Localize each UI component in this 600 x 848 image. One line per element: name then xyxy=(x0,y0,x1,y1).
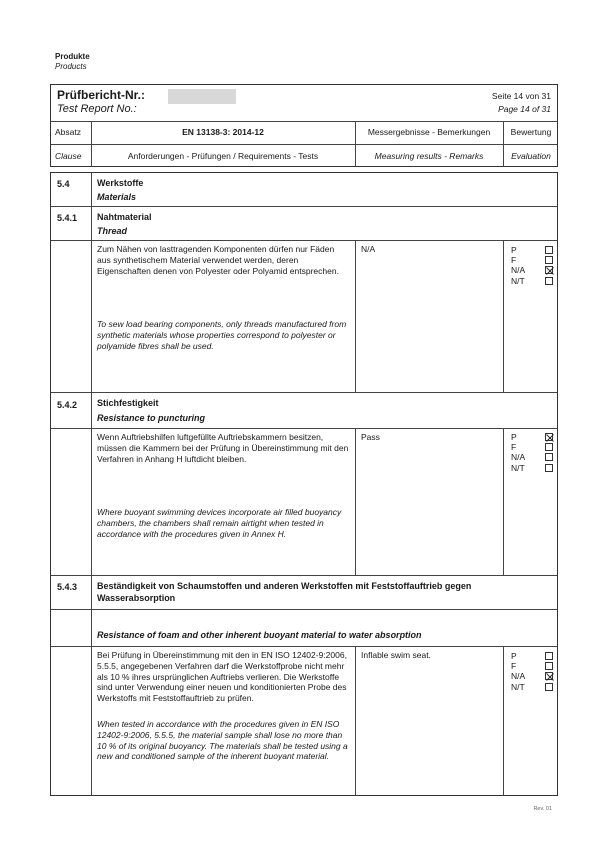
col-standard: EN 13138-3: 2014-12 xyxy=(182,127,264,137)
eval-na: N/A xyxy=(511,265,526,276)
checkbox-na-checked xyxy=(545,266,553,274)
text-5-4-2-en: Where buoyant swimming devices incorporate air filled buoyancy chambers, the chambers shall remain airtight when tested in accordance with the procedures given in Annex H. xyxy=(97,507,342,539)
evaluation-labels-5-4-2 xyxy=(511,432,525,473)
title-5-4-2-de: Stichfestigkeit xyxy=(97,398,159,408)
title-5-4-1-de: Nahtmaterial xyxy=(97,212,152,222)
eval-p: P xyxy=(511,651,517,661)
eval-f: F xyxy=(511,661,517,672)
redacted-report-number xyxy=(168,89,236,104)
result-5-4-1: N/A xyxy=(361,244,376,254)
col-requirements: Anforderungen - Prüfungen / Requirements - Tests xyxy=(127,151,319,161)
title-5-4-3-en: Resistance of foam and other inherent buoyant material to water absorption xyxy=(97,630,422,640)
produkte-text: Produkte xyxy=(55,52,90,61)
checkbox-p-checked xyxy=(545,433,553,441)
report-number-label-de: Prüfbericht-Nr.: xyxy=(57,88,146,102)
report-header-table xyxy=(50,84,558,167)
clause-5-4-1: 5.4.1 xyxy=(57,213,78,223)
evaluation-labels-5-4-3 xyxy=(511,651,525,692)
title-5-4-de: Werkstoffe xyxy=(97,178,144,188)
text-5-4-2-de: Wenn Auftriebshilfen luftgefüllte Auftriebskammern besitzen, müssen die Kammern bei der Prüfung in Übereinstimmung mit den Verfahren in Anhang H luftdicht bleiben. xyxy=(97,432,349,464)
result-5-4-2: Pass xyxy=(361,432,380,442)
report-number-label-en: Test Report No.: xyxy=(57,103,137,115)
eval-nt: N/T xyxy=(511,681,525,692)
checkbox-na-checked xyxy=(545,672,553,680)
title-5-4-1-en: Thread xyxy=(97,226,128,236)
clause-5-4: 5.4 xyxy=(57,179,70,189)
revision-label: Rev. 01 xyxy=(533,806,552,812)
text-5-4-3-en: When tested in accordance with the procedures given in EN ISO 12402-9:2006, 5.5.5, the material sample shall lose no more than 10 % of its original buoyancy. The materials shall be tested using a new and conditioned sample of the inherent buoyant material. xyxy=(97,719,348,762)
clause-5-4-2: 5.4.2 xyxy=(57,400,78,410)
col-eval-en: Evaluation xyxy=(511,151,551,161)
title-5-4-en: Materials xyxy=(97,192,137,202)
evaluation-labels-5-4-1 xyxy=(511,245,525,286)
requirements-table xyxy=(50,172,558,796)
text-5-4-3-de: Bei Prüfung in Übereinstimmung mit den in EN ISO 12402-9:2006, 5.5.5, angegebenen Verfahren darf die Werkstoffprobe nicht mehr als 10 % ihres ursprünglichen Auftriebs verlieren. Die Werkstoffe sind unter Verwendung einer neuen und konditionierten Probe des Werkstoffs mit Feststoffauftrieb zu prüfen. xyxy=(97,650,347,704)
checkbox-nt xyxy=(545,464,553,472)
col-clause: Clause xyxy=(55,151,82,161)
col-eval-de: Bewertung xyxy=(510,127,552,137)
checkbox-f xyxy=(545,662,553,670)
checkbox-p xyxy=(545,652,553,660)
col-absatz: Absatz xyxy=(55,127,81,137)
eval-nt: N/T xyxy=(511,275,525,286)
result-5-4-3: Inflable swim seat. xyxy=(361,650,431,660)
products-text: Products xyxy=(55,62,87,71)
eval-p: P xyxy=(511,245,517,255)
checkbox-nt xyxy=(545,683,553,691)
page-number-de: Seite 14 von 31 xyxy=(491,91,551,101)
checkbox-na xyxy=(545,453,553,461)
checkbox-f xyxy=(545,256,553,264)
title-5-4-2-en: Resistance to puncturing xyxy=(97,413,206,423)
text-5-4-1-en: To sew load bearing components, only threads manufactured from synthetic materials whose properties correspond to polyester or polyamide fibres shall be used. xyxy=(97,319,347,351)
eval-p: P xyxy=(511,432,517,442)
checkbox-f xyxy=(545,443,553,451)
clause-5-4-3: 5.4.3 xyxy=(57,582,78,592)
eval-nt: N/T xyxy=(511,462,525,473)
eval-f: F xyxy=(511,255,517,266)
eval-na: N/A xyxy=(511,671,526,682)
page-number-en: Page 14 of 31 xyxy=(498,104,551,114)
products-label xyxy=(55,52,90,72)
eval-na: N/A xyxy=(511,452,526,463)
eval-f: F xyxy=(511,442,517,453)
checkbox-nt xyxy=(545,277,553,285)
checkbox-p xyxy=(545,246,553,254)
col-results-en: Measuring results - Remarks xyxy=(374,151,484,161)
text-5-4-1-de: Zum Nähen von lasttragenden Komponenten dürfen nur Fäden aus synthetischem Material verwendet werden, deren Eigenschaften denen von Polyester oder Polyamid entsprechen. xyxy=(97,244,339,276)
col-results-de: Messergebnisse - Bemerkungen xyxy=(367,127,491,137)
title-5-4-3-de: Beständigkeit von Schaumstoffen und anderen Werkstoffen mit Feststoffauftrieb gegen Wasserabsorption xyxy=(97,581,472,603)
